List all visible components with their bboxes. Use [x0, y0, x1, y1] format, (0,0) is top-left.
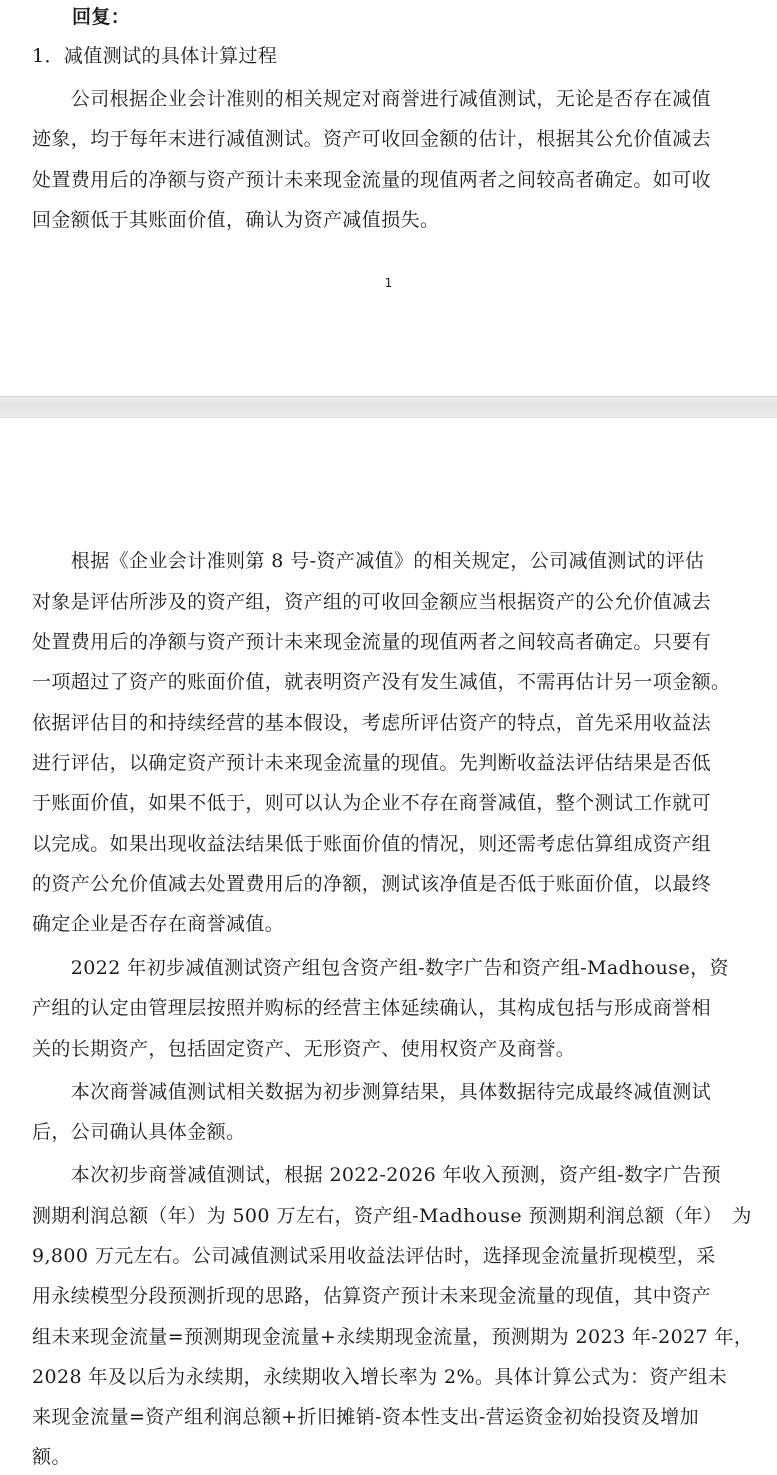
text-line: 的资产公允价值减去处置费用后的净额，测试该净值是否低于账面价值，以最终 [32, 873, 712, 895]
text-line: 2022 年初步减值测试资产组包含资产组-数字广告和资产组-Madhouse，资 [32, 957, 729, 979]
page-number: 1 [384, 276, 393, 290]
text-line: 用永续模型分段预测折现的思路，估算资产预计未来现金流量的现值，其中资产 [32, 1285, 712, 1307]
text-line: 回金额低于其账面价值，确认为资产减值损失。 [32, 209, 440, 231]
text-line: 确定企业是否存在商誉减值。 [32, 913, 285, 935]
text-line: 对象是评估所涉及的资产组，资产组的可收回金额应当根据资产的公允价值减去 [32, 591, 712, 613]
text-line: 根据《企业会计准则第 8 号-资产减值》的相关规定，公司减值测试的评估 [32, 550, 705, 572]
text-line: 于账面价值，如果不低于，则可以认为企业不存在商誉减值，整个测试工作就可 [32, 792, 712, 814]
document-page-1 [0, 0, 777, 396]
text-line: 进行评估，以确定资产预计未来现金流量的现值。先判断收益法评估结果是否低 [32, 752, 712, 774]
text-line: 2028 年及以后为永续期，永续期收入增长率为 2%。具体计算公式为：资产组未 [32, 1366, 728, 1388]
text-line: 本次初步商誉减值测试，根据 2022-2026 年收入预测，资产组-数字广告预 [32, 1164, 722, 1186]
text-line: 处置费用后的净额与资产预计未来现金流量的现值两者之间较高者确定。只要有 [32, 631, 712, 653]
document-page-2 [0, 418, 777, 1475]
text-line: 额。 [32, 1446, 71, 1468]
text-line: 组未来现金流量=预测期现金流量+永续期现金流量，预测期为 2023 年-2027 年， [32, 1326, 754, 1348]
text-line: 以完成。如果出现收益法结果低于账面价值的情况，则还需考虑估算组成资产组 [32, 833, 712, 855]
text-line: 一项超过了资产的账面价值，就表明资产没有发生减值，不需再估计另一项金额。 [32, 671, 731, 693]
text-line: 公司根据企业会计准则的相关规定对商誉进行减值测试，无论是否存在减值 [32, 88, 712, 110]
text-line: 处置费用后的净额与资产预计未来现金流量的现值两者之间较高者确定。如可收 [32, 169, 712, 191]
section-heading: 1．减值测试的具体计算过程 [32, 45, 278, 67]
text-line: 依据评估目的和持续经营的基本假设，考虑所评估资产的特点，首先采用收益法 [32, 712, 712, 734]
text-line: 来现金流量=资产组利润总额+折旧摊销-资本性支出-营运资金初始投资及增加 [32, 1406, 700, 1428]
reply-heading: 回复： [72, 6, 131, 28]
text-line: 迹象，均于每年末进行减值测试。资产可收回金额的估计，根据其公允价值减去 [32, 128, 712, 150]
text-line: 产组的认定由管理层按照并购标的经营主体延续确认，其构成包括与形成商誉相 [32, 997, 712, 1019]
text-line: 关的长期资产，包括固定资产、无形资产、使用权资产及商誉。 [32, 1038, 576, 1060]
text-line: 9,800 万元左右。公司减值测试采用收益法评估时，选择现金流量折现模型，采 [32, 1245, 716, 1267]
text-line: 测期利润总额（年）为 500 万左右，资产组-Madhouse 预测期利润总额（年） 为 [32, 1205, 752, 1227]
text-line: 后，公司确认具体金额。 [32, 1121, 246, 1143]
page-separator [0, 396, 777, 418]
text-line: 本次商誉减值测试相关数据为初步测算结果，具体数据待完成最终减值测试 [32, 1081, 712, 1103]
